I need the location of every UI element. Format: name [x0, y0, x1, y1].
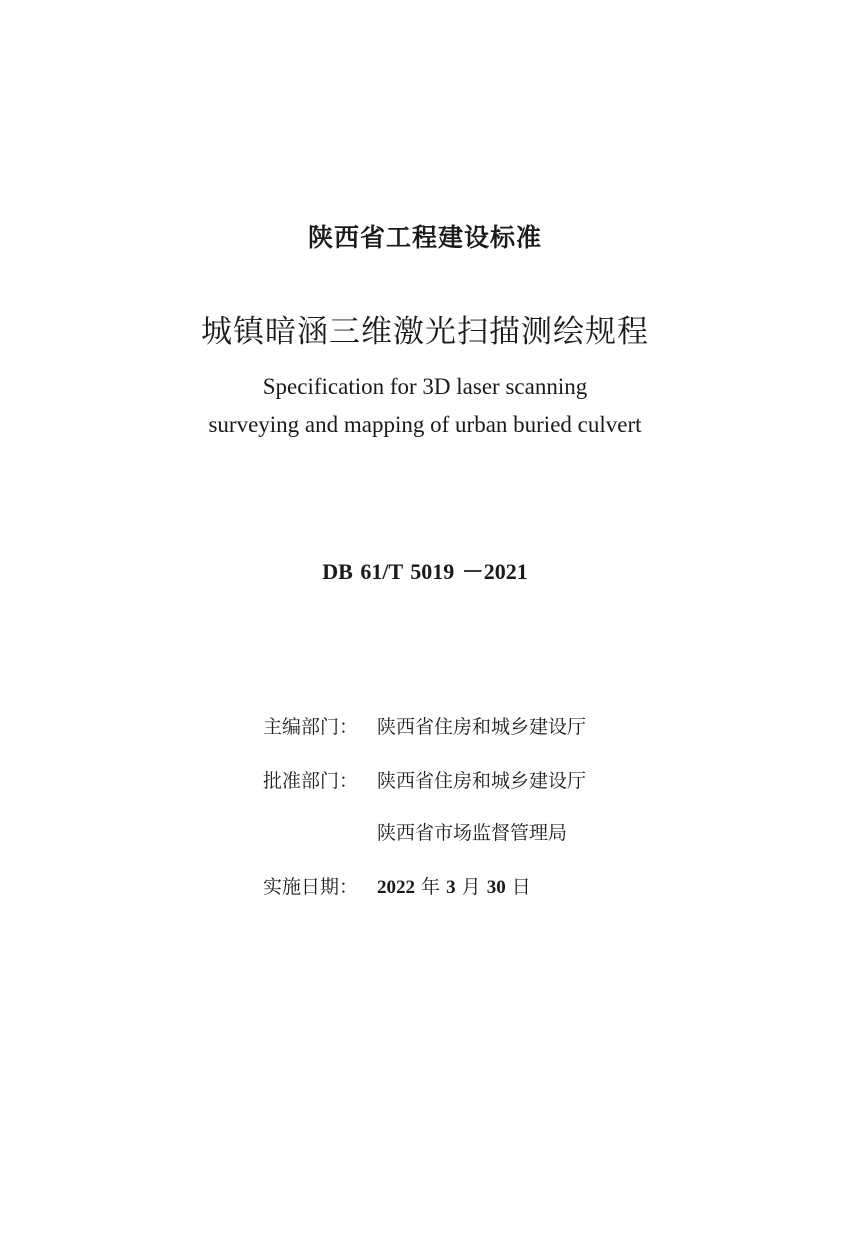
- chief-editor-row: [263, 712, 586, 739]
- standard-series-heading: 陕西省工程建设标准: [307, 223, 542, 252]
- document-title-english-line-1: Specification for 3D laser scanning: [262, 374, 588, 399]
- document-title-chinese: 城镇暗涵三维激光扫描测绘规程: [201, 314, 649, 350]
- effective-month: 3: [446, 877, 456, 898]
- chief-editor-value: 陕西省住房和城乡建设厅: [377, 716, 587, 738]
- approver-value-1: 陕西省住房和城乡建设厅: [377, 770, 587, 792]
- effective-date-label: 实施日期：: [263, 876, 359, 898]
- effective-day-unit: 日: [505, 876, 531, 898]
- effective-day: 30: [486, 877, 506, 898]
- effective-year-unit: 年: [415, 876, 447, 898]
- approver-label: 批准部门：: [263, 770, 359, 792]
- approver-value-2: 陕西省市场监督管理局: [377, 822, 568, 844]
- standard-number: DB 61/T 5019 －2021: [322, 559, 528, 584]
- effective-date-row: [263, 872, 531, 899]
- approver-row-2: [263, 818, 567, 845]
- effective-month-unit: 月: [455, 876, 487, 898]
- effective-date-value: [377, 872, 531, 899]
- chief-editor-label: 主编部门：: [263, 716, 359, 738]
- effective-year: 2022: [377, 877, 415, 898]
- document-title-english-line-2: surveying and mapping of urban buried culvert: [208, 412, 642, 437]
- approver-row: [263, 766, 586, 793]
